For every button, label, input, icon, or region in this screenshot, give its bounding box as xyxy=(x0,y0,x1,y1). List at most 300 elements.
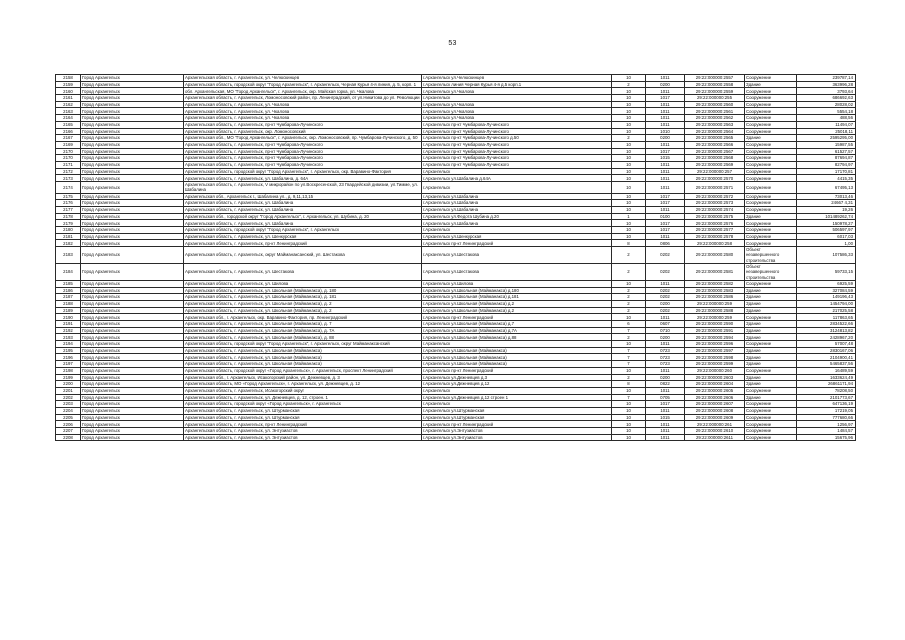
cell-code: 1011 xyxy=(646,115,685,122)
cell-value: 24667 4,31 xyxy=(797,200,856,207)
cell-okato: 1 xyxy=(612,213,646,220)
cell-short-address: г.Архангельск ул.Школьная (Майманакса) д.7А xyxy=(422,327,612,334)
cell-cadastral-number: 29:22:000000:2562 xyxy=(685,115,745,122)
cell-number: 2189 xyxy=(56,307,81,314)
cell-value: 5554,18 xyxy=(797,108,856,115)
cell-short-address: г.Архангельск xyxy=(422,227,612,234)
cell-cadastral-number: 29:22:000000:2588 xyxy=(685,307,745,314)
table-row xyxy=(56,263,856,280)
cell-address: Архангельская область, г. Архангельск, пр-кт Чумбарова-Лучинского xyxy=(184,141,422,148)
cell-cadastral-number: 29:22:000000:2573 xyxy=(685,200,745,207)
cell-short-address: г.Архангельск пр-кт Чумбарова-Лучинского xyxy=(422,141,612,148)
cell-cadastral-number: 29:22:000000:2603 xyxy=(685,374,745,381)
cell-okato: 2 xyxy=(612,334,646,341)
cell-code: 1011 xyxy=(646,141,685,148)
cell-object-type: Сооружение xyxy=(745,121,797,128)
table-row xyxy=(56,421,856,428)
cell-okato: 10 xyxy=(612,407,646,414)
cell-cadastral-number: 29:22:000000:2577 xyxy=(685,227,745,234)
cell-code: 1015 xyxy=(646,414,685,421)
cell-owner: Город Архангельск xyxy=(81,75,184,82)
cell-number: 2206 xyxy=(56,421,81,428)
cell-okato: 10 xyxy=(612,280,646,287)
cell-owner: Город Архангельск xyxy=(81,401,184,408)
cell-address: Архангельская область, г. Архангельск, ул. Школьная (Майманакса), д. 7 xyxy=(184,321,422,328)
cell-code: 1011 xyxy=(646,121,685,128)
cell-address: Архангельская обл., г. Архангельск, окр. Варавино-Фактория, пр. Ленинградский xyxy=(184,314,422,321)
cell-cadastral-number: 29:22:000000:2581 xyxy=(685,263,745,280)
cell-address: Архангельская область, г. Архангельск, ул. Шенкурская xyxy=(184,233,422,240)
cell-number: 2204 xyxy=(56,407,81,414)
cell-owner: Город Архангельск xyxy=(81,135,184,142)
table-row xyxy=(56,115,856,122)
cell-okato: 10 xyxy=(612,414,646,421)
cell-code: 1017 xyxy=(646,220,685,227)
cell-code: 0723 xyxy=(646,361,685,368)
cell-number: 2167 xyxy=(56,135,81,142)
cell-number: 2187 xyxy=(56,294,81,301)
cell-owner: Город Архангельск xyxy=(81,240,184,247)
cell-code: 0806 xyxy=(646,240,685,247)
cell-object-type: Объект незавершенного строительства xyxy=(745,263,797,280)
cell-object-type: Сооружение xyxy=(745,155,797,162)
cell-value: 78208,50 xyxy=(797,387,856,394)
cell-number: 2205 xyxy=(56,414,81,421)
cell-okato: 10 xyxy=(612,421,646,428)
table-row xyxy=(56,280,856,287)
cell-object-type: Здание xyxy=(745,213,797,220)
cell-owner: Город Архангельск xyxy=(81,200,184,207)
cell-number: 2193 xyxy=(56,334,81,341)
table-row xyxy=(56,434,856,441)
cell-short-address: г.Архангельск xyxy=(422,182,612,194)
table-row xyxy=(56,220,856,227)
cell-okato: 10 xyxy=(612,220,646,227)
cell-address: Архангельская область, г. Архангельск, ул. Шабалина xyxy=(184,200,422,207)
table-row xyxy=(56,247,856,264)
cell-cadastral-number: 29:22:000000:2604 xyxy=(685,381,745,388)
cell-owner: Город Архангельск xyxy=(81,361,184,368)
cell-object-type: Сооружение xyxy=(745,407,797,414)
property-registry-table xyxy=(55,74,856,441)
cell-cadastral-number: 29:22:000000:2563 xyxy=(685,121,745,128)
cell-cadastral-number: 29:22:000000:2608 xyxy=(685,407,745,414)
cell-address: Архангельская область, г. Архангельск, ул. Штурманская xyxy=(184,407,422,414)
cell-value: 61527,57 xyxy=(797,148,856,155)
cell-object-type: Здание xyxy=(745,135,797,142)
cell-code: 0200 xyxy=(646,81,685,88)
cell-owner: Город Архангельск xyxy=(81,354,184,361)
cell-value: 488,56 xyxy=(797,115,856,122)
cell-number: 2188 xyxy=(56,300,81,307)
table-row xyxy=(56,347,856,354)
cell-value: 6925,59 xyxy=(797,280,856,287)
cell-number: 2169 xyxy=(56,141,81,148)
cell-address: Архангельская область, г. Архангельск, ул. Школьная (Майманакса) xyxy=(184,361,422,368)
cell-code: 0200 xyxy=(646,374,685,381)
cell-short-address: г.Архангельск ул.Шилова xyxy=(422,280,612,287)
table-row xyxy=(56,233,856,240)
cell-address: Архангельская обл., городской округ "Город Архангельск", г. Архангельск, ул. Шубина, д. 20 xyxy=(184,213,422,220)
cell-cadastral-number: 29:22:000000:2578 xyxy=(685,233,745,240)
cell-cadastral-number: 29:22:000000:2565 xyxy=(685,135,745,142)
cell-cadastral-number: 29:22:000000:2558 xyxy=(685,81,745,88)
cell-cadastral-number: 29:22:000000:2583 xyxy=(685,287,745,294)
cell-object-type: Здание xyxy=(745,307,797,314)
cell-code: 0200 xyxy=(646,334,685,341)
cell-address: Архангельская область, г. Архангельск, пр-кт Ленинградский xyxy=(184,421,422,428)
cell-short-address: г.Архангельск xyxy=(422,341,612,348)
cell-owner: Город Архангельск xyxy=(81,307,184,314)
cell-okato: 7 xyxy=(612,354,646,361)
cell-owner: Город Архангельск xyxy=(81,428,184,435)
table-row xyxy=(56,101,856,108)
cell-value: 327084,59 xyxy=(797,287,856,294)
cell-okato: 10 xyxy=(612,155,646,162)
cell-number: 2174 xyxy=(56,182,81,194)
cell-value: 11494,07 xyxy=(797,121,856,128)
table-row xyxy=(56,81,856,88)
cell-number: 2184 xyxy=(56,263,81,280)
cell-number: 2164 xyxy=(56,115,81,122)
cell-code: 1011 xyxy=(646,367,685,374)
cell-code: 1017 xyxy=(646,148,685,155)
cell-object-type: Здание xyxy=(745,354,797,361)
cell-short-address: г.Архангельск ул.Энтузиастов xyxy=(422,428,612,435)
cell-address: Архангельская область, г. Архангельск, округ Майманаксанский, ул. Шестакова xyxy=(184,247,422,264)
cell-owner: Город Архангельск xyxy=(81,300,184,307)
cell-short-address: г.Архангельск ул.Дежневцев д.3 xyxy=(422,374,612,381)
cell-okato: 10 xyxy=(612,233,646,240)
cell-cadastral-number: 29:22:000000:2582 xyxy=(685,280,745,287)
cell-code: 1015 xyxy=(646,155,685,162)
cell-value: 57007,48 xyxy=(797,341,856,348)
cell-owner: Город Архангельск xyxy=(81,347,184,354)
cell-okato: 7 xyxy=(612,327,646,334)
cell-owner: Город Архангельск xyxy=(81,220,184,227)
table-row xyxy=(56,206,856,213)
cell-owner: Город Архангельск xyxy=(81,141,184,148)
cell-short-address: г.Архангельск пр-кт Ленинградский xyxy=(422,367,612,374)
cell-cadastral-number: 29:22:000000:258 xyxy=(685,240,745,247)
cell-address: Архангельская область, г. Архангельск, ул. Школьная (Майманакса), д. 7А xyxy=(184,327,422,334)
cell-code: 1011 xyxy=(646,434,685,441)
cell-cadastral-number: 29:22:000000:259 xyxy=(685,314,745,321)
cell-cadastral-number: 29:22:000000:2586 xyxy=(685,294,745,301)
cell-object-type: Сооружение xyxy=(745,168,797,175)
cell-code: 1011 xyxy=(646,75,685,82)
cell-cadastral-number: 29:22:000000:2611 xyxy=(685,434,745,441)
cell-address: Архангельская область, г. Архангельск, ул. Чкалова xyxy=(184,108,422,115)
cell-code: 1017 xyxy=(646,95,685,102)
cell-cadastral-number: 29:22:000000:259 xyxy=(685,300,745,307)
cell-owner: Город Архангельск xyxy=(81,193,184,200)
cell-cadastral-number: 29:22:000000:2574 xyxy=(685,206,745,213)
cell-number: 2170 xyxy=(56,155,81,162)
cell-object-type: Сооружение xyxy=(745,161,797,168)
cell-okato: 2 xyxy=(612,81,646,88)
cell-address: Архангельская область, г. Архангельск, ул. Штурманская xyxy=(184,414,422,421)
cell-okato: 10 xyxy=(612,428,646,435)
cell-okato: 10 xyxy=(612,193,646,200)
cell-value: 506597,97 xyxy=(797,227,856,234)
cell-cadastral-number: 29:22:000000:2599 xyxy=(685,361,745,368)
cell-number: 2200 xyxy=(56,381,81,388)
cell-cadastral-number: 29:22:000000:2564 xyxy=(685,128,745,135)
cell-object-type: Сооружение xyxy=(745,428,797,435)
table-row xyxy=(56,367,856,374)
cell-cadastral-number: 29:22:000000:2567 xyxy=(685,148,745,155)
cell-cadastral-number: 29:22:000000:2596 xyxy=(685,341,745,348)
cell-code: 0100 xyxy=(646,213,685,220)
cell-code: 1011 xyxy=(646,101,685,108)
cell-short-address: г.Архангельск ул.Чкалова xyxy=(422,115,612,122)
cell-address: Архангельская область, г. Архангельск, ул. Шестакова xyxy=(184,263,422,280)
cell-address: Архангельская область, городской округ "Город Архангельск", г. Архангельск xyxy=(184,227,422,234)
cell-short-address: г.Архангельск ул.Энтузиастов xyxy=(422,434,612,441)
cell-okato: 10 xyxy=(612,200,646,207)
table-row xyxy=(56,227,856,234)
cell-value: 686692,63 xyxy=(797,95,856,102)
cell-address: Архангельская область, г. Архангельск, пр-кт Чумбарова-Лучинского xyxy=(184,161,422,168)
cell-cadastral-number: 29:22:000000:2575 xyxy=(685,213,745,220)
cell-okato: 10 xyxy=(612,367,646,374)
cell-owner: Город Архангельск xyxy=(81,374,184,381)
cell-code: 1010 xyxy=(646,128,685,135)
cell-address: Архангельская область, городской округ "Город Архангельск", г. Архангельск, Черная Курья 4-я линия, д. 5, корп. 1 xyxy=(184,81,422,88)
cell-owner: Город Архангельск xyxy=(81,334,184,341)
cell-object-type: Сооружение xyxy=(745,233,797,240)
table-row xyxy=(56,381,856,388)
cell-address: обл. Архангельская, МО "Город Архангельск", г. Архангельск, окр. Майская горка, ул. Чкалова xyxy=(184,88,422,95)
cell-okato: 10 xyxy=(612,148,646,155)
cell-value: 73013,46 xyxy=(797,193,856,200)
cell-address: Архангельская область, г. Архангельск, пр-кт Ленинградский xyxy=(184,240,422,247)
cell-code: 1011 xyxy=(646,233,685,240)
cell-short-address: г.Архангельск ул.Школьная (Майманакса) xyxy=(422,347,612,354)
cell-cadastral-number: 29:22:000000:2561 xyxy=(685,108,745,115)
table-row xyxy=(56,155,856,162)
cell-short-address: г.Архангельск ул.Школьная (Майманакса) д.88 xyxy=(422,334,612,341)
cell-address: Архангельская область, городской округ "Город Архангельск", г. Архангельск, округ Майманаксанский xyxy=(184,341,422,348)
cell-owner: Город Архангельск xyxy=(81,175,184,182)
cell-owner: Город Архангельск xyxy=(81,341,184,348)
cell-number: 2198 xyxy=(56,367,81,374)
cell-okato: 10 xyxy=(612,95,646,102)
cell-okato: 10 xyxy=(612,206,646,213)
cell-owner: Город Архангельск xyxy=(81,213,184,220)
cell-owner: Город Архангельск xyxy=(81,233,184,240)
cell-cadastral-number: 29:22:000000:2591 xyxy=(685,327,745,334)
cell-value: 1256,97 xyxy=(797,421,856,428)
cell-cadastral-number: 29:22:000000:2594 xyxy=(685,334,745,341)
cell-address: Архангельская область, г. Архангельск, ул. Школьная (Майманакса) xyxy=(184,347,422,354)
cell-okato: 2 xyxy=(612,307,646,314)
cell-number: 2192 xyxy=(56,327,81,334)
cell-value: 6017,03 xyxy=(797,233,856,240)
cell-number: 2177 xyxy=(56,206,81,213)
table-row xyxy=(56,95,856,102)
cell-address: Архангельская область, г. Архангельск, ул. Школьная (Майманакса), д. 180 xyxy=(184,287,422,294)
cell-short-address: г.Архангельск пр-кт Ленинградский xyxy=(422,240,612,247)
cell-okato: 10 xyxy=(612,434,646,441)
cell-object-type: Сооружение xyxy=(745,182,797,194)
cell-number: 2182 xyxy=(56,240,81,247)
cell-owner: Город Архангельск xyxy=(81,247,184,264)
cell-owner: Город Архангельск xyxy=(81,434,184,441)
cell-number: 2194 xyxy=(56,341,81,348)
cell-short-address: г.Архангельск ул.Чкалова xyxy=(422,88,612,95)
cell-code: 0202 xyxy=(646,294,685,301)
cell-object-type: Сооружение xyxy=(745,128,797,135)
cell-cadastral-number: 29:22:000000:2559 xyxy=(685,88,745,95)
cell-address: Архангельская область, г. Архангельск, ул. Челюскинцев xyxy=(184,75,422,82)
page-number: 53 xyxy=(448,40,457,47)
cell-address: Архангельская область, г. Архангельск, ул. Школьная (Майманакса), д. 2 xyxy=(184,307,422,314)
cell-short-address: г.Архангельск ул.Школьная (Майманакса) д.180 xyxy=(422,287,612,294)
cell-short-address: г.Архангельск пр-кт Чумбарова-Лучинского xyxy=(422,121,612,128)
cell-short-address: г.Архангельск ул.Шабалина xyxy=(422,193,612,200)
cell-object-type: Здание xyxy=(745,381,797,388)
cell-address: Архангельская область, городской округ «Город Архангельск», г. Архангельск, проспект Ленинградский xyxy=(184,367,422,374)
cell-object-type: Сооружение xyxy=(745,200,797,207)
cell-object-type: Здание xyxy=(745,294,797,301)
cell-short-address: г.Архангельск пр-кт Ленинградский xyxy=(422,421,612,428)
cell-owner: Город Архангельск xyxy=(81,121,184,128)
cell-okato: 8 xyxy=(612,240,646,247)
cell-number: 2158 xyxy=(56,75,81,82)
cell-code: 0200 xyxy=(646,300,685,307)
cell-code: 0202 xyxy=(646,247,685,264)
cell-short-address: г.Архангельск пр-кт Чумбарова-Лучинского xyxy=(422,128,612,135)
cell-okato: 10 xyxy=(612,128,646,135)
cell-object-type: Здание xyxy=(745,374,797,381)
cell-object-type: Сооружение xyxy=(745,206,797,213)
cell-cadastral-number: 29:22:000000:260 xyxy=(685,367,745,374)
cell-owner: Город Архангельск xyxy=(81,148,184,155)
cell-short-address: г.Архангельск ул.Школьная (Майманакса) д.181 xyxy=(422,294,612,301)
cell-address: Архангельская обл., Архангельск г., Шабалина ул., д. 9,11,13,15 xyxy=(184,193,422,200)
cell-object-type: Сооружение xyxy=(745,421,797,428)
cell-value: 1484,57 xyxy=(797,428,856,435)
cell-owner: Город Архангельск xyxy=(81,287,184,294)
cell-address: Архангельская область, г. Архангельск, окр. Ломоносовский xyxy=(184,128,422,135)
cell-okato: 10 xyxy=(612,314,646,321)
cell-cadastral-number: 29:22:000000:2576 xyxy=(685,220,745,227)
cell-cadastral-number: 29:22:000000:2560 xyxy=(685,101,745,108)
cell-short-address: г.Архангельск ул.Школьная (Майманакса) xyxy=(422,361,612,368)
cell-okato: 6 xyxy=(612,321,646,328)
cell-object-type: Сооружение xyxy=(745,193,797,200)
table-row xyxy=(56,407,856,414)
cell-value: 82794,97 xyxy=(797,161,856,168)
cell-okato: 10 xyxy=(612,161,646,168)
cell-short-address: г.Архангельск ул.Дежневцев д.12 строен 1 xyxy=(422,394,612,401)
cell-number: 2161 xyxy=(56,95,81,102)
cell-object-type: Сооружение xyxy=(745,108,797,115)
cell-code: 1011 xyxy=(646,182,685,194)
cell-short-address: г.Архангельск ул.Челюскинцев xyxy=(422,75,612,82)
table-row xyxy=(56,314,856,321)
cell-number: 2181 xyxy=(56,233,81,240)
cell-object-type: Сооружение xyxy=(745,434,797,441)
cell-okato: 2 xyxy=(612,247,646,264)
cell-short-address: г.Архангельск ул.Штурманская xyxy=(422,407,612,414)
cell-okato: 10 xyxy=(612,88,646,95)
cell-short-address: г.Архангельск xyxy=(422,387,612,394)
cell-object-type: Сооружение xyxy=(745,367,797,374)
table-row xyxy=(56,327,856,334)
table-row xyxy=(56,108,856,115)
cell-owner: Город Архангельск xyxy=(81,381,184,388)
cell-value: 1,00 xyxy=(797,240,856,247)
cell-object-type: Сооружение xyxy=(745,148,797,155)
table-row xyxy=(56,387,856,394)
cell-short-address: г.Архангельск ул.Штурманская xyxy=(422,414,612,421)
table-row xyxy=(56,141,856,148)
cell-object-type: Сооружение xyxy=(745,115,797,122)
cell-cadastral-number: 29:22:000000:2590 xyxy=(685,321,745,328)
cell-owner: Город Архангельск xyxy=(81,294,184,301)
table-row xyxy=(56,200,856,207)
cell-value: 1454794,00 xyxy=(797,300,856,307)
cell-owner: Город Архангельск xyxy=(81,387,184,394)
cell-code: 1011 xyxy=(646,387,685,394)
cell-number: 2208 xyxy=(56,434,81,441)
cell-owner: Город Архангельск xyxy=(81,115,184,122)
cell-code: 1011 xyxy=(646,407,685,414)
cell-okato: 10 xyxy=(612,121,646,128)
cell-okato: 10 xyxy=(612,341,646,348)
cell-object-type: Сооружение xyxy=(745,280,797,287)
cell-short-address: г.Архангельск ул.Школьная (Майманакса) xyxy=(422,354,612,361)
cell-code: 1011 xyxy=(646,108,685,115)
cell-cadastral-number: 29:22:000000:261 xyxy=(685,421,745,428)
table-row xyxy=(56,240,856,247)
cell-value: 87694,87 xyxy=(797,155,856,162)
cell-address: Архангельская область, г. Архангельск, пр-кт Чумбарова-Лучинского xyxy=(184,155,422,162)
cell-value: 59733,15 xyxy=(797,263,856,280)
cell-object-type: Сооружение xyxy=(745,314,797,321)
cell-number: 2163 xyxy=(56,108,81,115)
cell-code: 1011 xyxy=(646,421,685,428)
cell-short-address: г.Архангельск ул.Шабалина xyxy=(422,206,612,213)
cell-cadastral-number: 29:22:000000:257 xyxy=(685,168,745,175)
cell-object-type: Здание xyxy=(745,300,797,307)
cell-address: Архангельская область, г. Архангельск, Исакогорский округ xyxy=(184,387,422,394)
cell-number: 2179 xyxy=(56,220,81,227)
cell-short-address: г.Архангельск ул.Шабалина д.64А xyxy=(422,175,612,182)
table-row xyxy=(56,135,856,142)
cell-code: 1011 xyxy=(646,280,685,287)
cell-cadastral-number: 29:22:000000:2609 xyxy=(685,414,745,421)
cell-value: 647136,19 xyxy=(797,401,856,408)
cell-value: 16489,59 xyxy=(797,367,856,374)
cell-value: 28028,02 xyxy=(797,101,856,108)
cell-value: 2101773,67 xyxy=(797,394,856,401)
cell-cadastral-number: 29:22:000000:2606 xyxy=(685,394,745,401)
cell-code: 0200 xyxy=(646,135,685,142)
cell-number: 2166 xyxy=(56,128,81,135)
cell-cadastral-number: 29:22:000000:2605 xyxy=(685,387,745,394)
cell-okato: 10 xyxy=(612,108,646,115)
table-row xyxy=(56,294,856,301)
cell-object-type: Сооружение xyxy=(745,95,797,102)
table-row xyxy=(56,394,856,401)
cell-address: Архангельская область, г. Архангельск, ул. Шабалина xyxy=(184,206,422,213)
cell-number: 2207 xyxy=(56,428,81,435)
table-row xyxy=(56,428,856,435)
